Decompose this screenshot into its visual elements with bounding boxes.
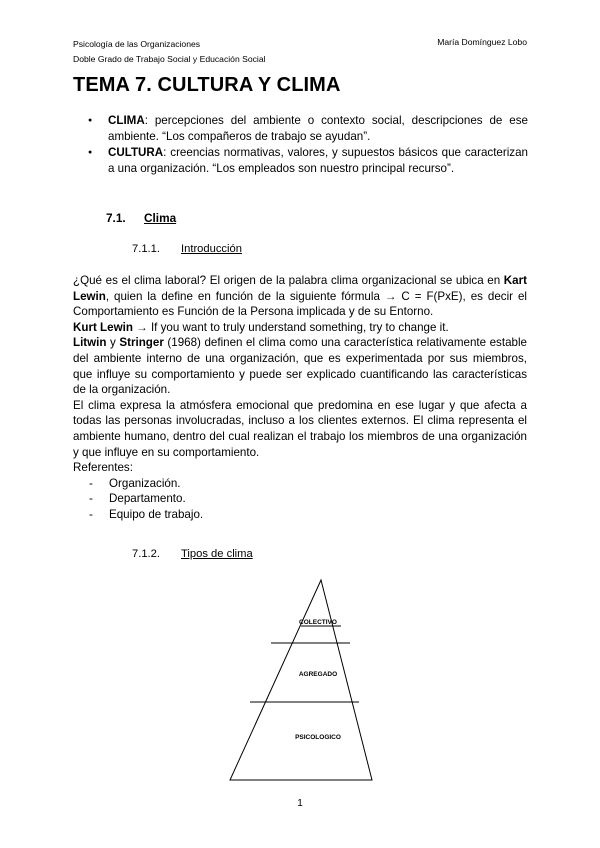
- definition-text: : creencias normativas, valores, y supuestos básicos que caracterizan a una organización. “Los empleados son nuestro principal recurso”.: [108, 146, 528, 175]
- definition-cultura: [84, 145, 528, 176]
- definition-term: CULTURA: [108, 146, 164, 159]
- page-title: TEMA 7. CULTURA Y CLIMA: [73, 74, 341, 96]
- paragraph-lewin-quote: [73, 320, 527, 336]
- section-label: Clima: [144, 211, 177, 225]
- author-name: Kurt Lewin: [73, 320, 133, 334]
- text-run: (1968) definen el clima como una característica relativamente estable del ambiente interno de una organización, que es experimentada por sus miembros, que influye su comportamiento y puede ser explicado cuantificando las características de la organización.: [73, 336, 527, 397]
- definitions-list: [84, 113, 528, 177]
- text-run: → If you want to truly understand something, try to change it.: [132, 320, 449, 334]
- section-heading: [106, 211, 176, 225]
- paragraph-litwin-stringer: [73, 335, 527, 397]
- definition-text: : percepciones del ambiente o contexto social, descripciones de ese ambiente. “Los compañeros de trabajo se ayudan”.: [108, 114, 528, 143]
- section-number: 7.1.: [106, 211, 126, 225]
- definition-clima: [84, 113, 528, 144]
- header-degree: Doble Grado de Trabajo Social y Educación Social: [73, 53, 266, 64]
- paragraph-atmosphere: El clima expresa la atmósfera emocional que predomina en ese lugar y que afecta a todas las personas involucradas, incluso a los clientes externos. El clima representa el ambiente humano, dentro del cual realizan el trabajo los miembros de una organización y que influye en su comportamiento.: [73, 398, 527, 459]
- paragraph-origin: [73, 273, 527, 320]
- climate-pyramid-diagram: [228, 578, 374, 782]
- pyramid-outline: [230, 580, 372, 780]
- definition-term: CLIMA: [108, 114, 145, 127]
- text-run: , quien la define en función de la siguiente fórmula → C = F(PxE), es decir el Comportamiento es Función de la Persona implicada y de su Entorno.: [73, 289, 527, 319]
- pyramid-label-top: COLECTIVO: [299, 619, 337, 626]
- referents-label: Referentes:: [73, 461, 133, 475]
- list-item: - Organización.: [73, 476, 527, 492]
- subsection-heading-types: [132, 548, 253, 560]
- author-name: Stringer: [119, 336, 164, 350]
- subsection-number: 7.1.2.: [132, 548, 160, 560]
- header-author: María Domínguez Lobo: [437, 37, 527, 47]
- subsection-label: Introducción: [181, 243, 242, 255]
- body-text: [73, 273, 527, 523]
- list-item: - Departamento.: [73, 491, 527, 507]
- pyramid-label-middle: AGREGADO: [298, 671, 338, 678]
- referents-list: [73, 476, 527, 523]
- page-number: 1: [297, 798, 303, 809]
- text-run: y: [106, 336, 120, 350]
- subsection-heading-intro: [132, 243, 242, 255]
- text-run: ¿Qué es el clima laboral? El origen de la palabra clima organizacional se ubica en: [73, 274, 504, 287]
- subsection-number: 7.1.1.: [132, 243, 160, 255]
- author-name: Kart Lewin: [73, 274, 527, 303]
- pyramid-label-bottom: PSICOLOGICO: [295, 734, 341, 741]
- page-header-left: [73, 37, 266, 66]
- author-name: Litwin: [73, 336, 107, 350]
- list-item: - Equipo de trabajo.: [73, 507, 527, 523]
- subsection-label: Tipos de clima: [181, 548, 253, 560]
- header-subject: Psicología de las Organizaciones: [73, 39, 201, 49]
